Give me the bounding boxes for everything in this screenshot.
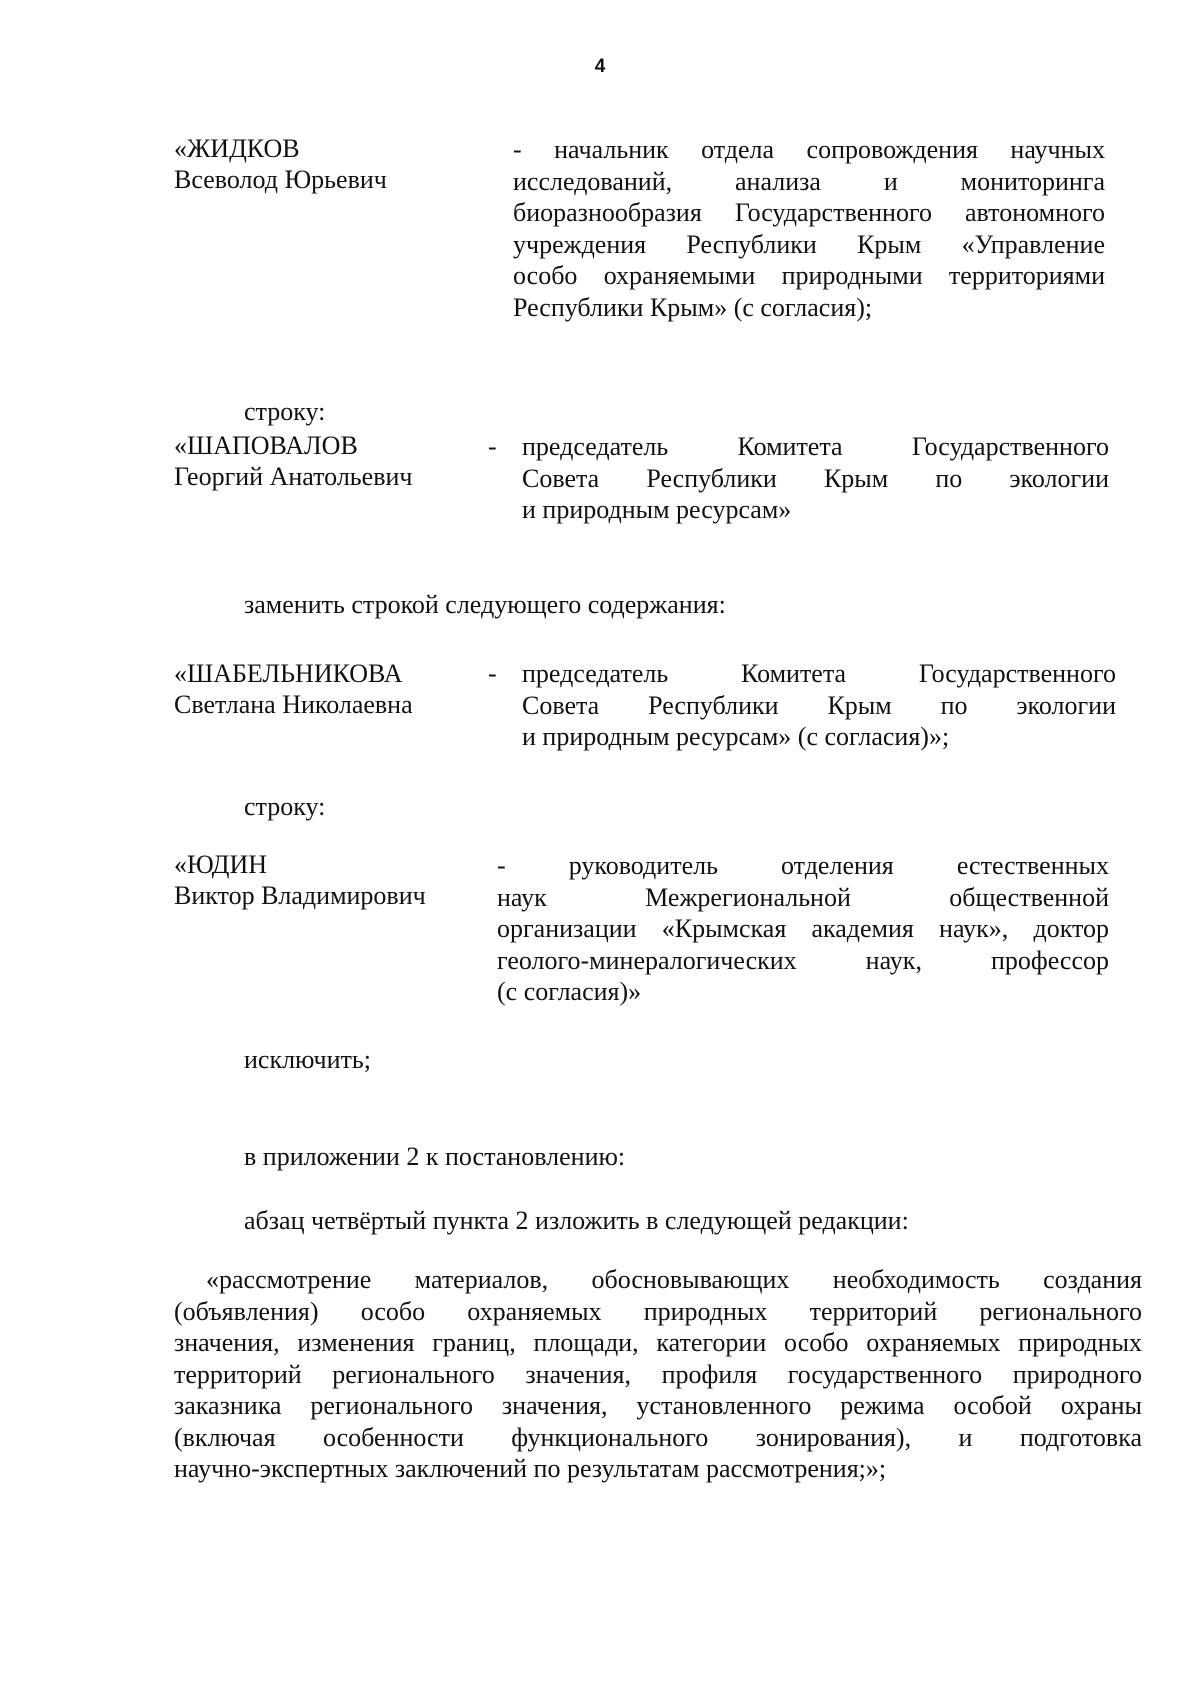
instruction-stroku: строку: [244,792,326,821]
surname: «ЮДИН [174,850,268,879]
given-names: Всеволод Юрьевич [174,165,387,194]
entry-description-shabelnikova [522,658,1116,753]
instruction-isklyuchit: исключить; [244,1045,371,1074]
surname: «ШАБЕЛЬНИКОВА [174,659,403,688]
description-line: геолого-минералогических наук, профессор [497,945,1109,975]
entry-description-zhidkov [513,134,1105,323]
description-line: организации «Крымская академия наук», доктор [497,914,1109,943]
surname: «ЖИДКОВ [174,134,300,163]
page-number: 4 [594,56,606,77]
description-line: - руководитель отделения естественных [497,851,1109,880]
description-line: особо охраняемыми природными территориями [513,261,1105,290]
paragraph-line: значения, изменения границ, площади, категории особо охраняемых природных [174,1328,1142,1357]
description-line: и природным ресурсам» (с согласия)»; [522,722,950,751]
paragraph-line: заказника регионального значения, установленного режима особой охраны [174,1391,1142,1420]
given-names: Виктор Владимирович [174,881,426,910]
entry-description-yudin [497,850,1109,1008]
paragraph-line: (включая особенности функционального зонирования), и подготовка [174,1422,1142,1452]
instruction-stroku: строку: [244,397,326,426]
instruction-abzac: абзац четвёртый пункта 2 изложить в следующей редакции: [244,1206,909,1235]
description-line: биоразнообразия Государственного автономного [513,198,1105,227]
paragraph-line: территорий регионального значения, профиля государственного природного [174,1359,1142,1389]
surname: «ШАПОВАЛОВ [174,431,358,460]
paragraph-line: научно-экспертных заключений по результатам рассмотрения;»; [174,1454,887,1483]
description-line: (с согласия)» [497,977,642,1006]
description-line: исследований, анализа и мониторинга [513,166,1105,196]
description-line: - начальник отдела сопровождения научных [513,135,1105,164]
description-line: председатель Комитета Государственного [522,432,1109,461]
paragraph-line: (объявления) особо охраняемых природных территорий регионального [174,1296,1142,1326]
description-line: и природным ресурсам» [522,495,792,524]
given-names: Светлана Николаевна [174,690,413,719]
instruction-prilozhenie: в приложении 2 к постановлению: [244,1142,626,1171]
description-line: Республики Крым» (с согласия); [513,292,873,322]
final-paragraph [174,1264,1142,1485]
entry-name-yudin [174,849,464,911]
instruction-zamenit: заменить строкой следующего содержания: [244,590,726,619]
entry-name-zhidkov [174,133,464,195]
entry-name-shapovalov [174,430,464,492]
entry-name-shabelnikova [174,658,464,720]
description-line: председатель Комитета Государственного [522,659,1116,688]
entry-dash: - [488,432,497,461]
description-line: учреждения Республики Крым «Управление [513,229,1105,259]
description-line: наук Межрегиональной общественной [497,882,1109,912]
given-names: Георгий Анатольевич [174,462,413,491]
entry-description-shapovalov [522,431,1109,526]
description-line: Совета Республики Крым по экологии [522,463,1109,493]
description-line: Совета Республики Крым по экологии [522,690,1116,720]
entry-dash: - [488,659,497,688]
paragraph-line: «рассмотрение материалов, обосновывающих необходимость создания [206,1265,1142,1294]
